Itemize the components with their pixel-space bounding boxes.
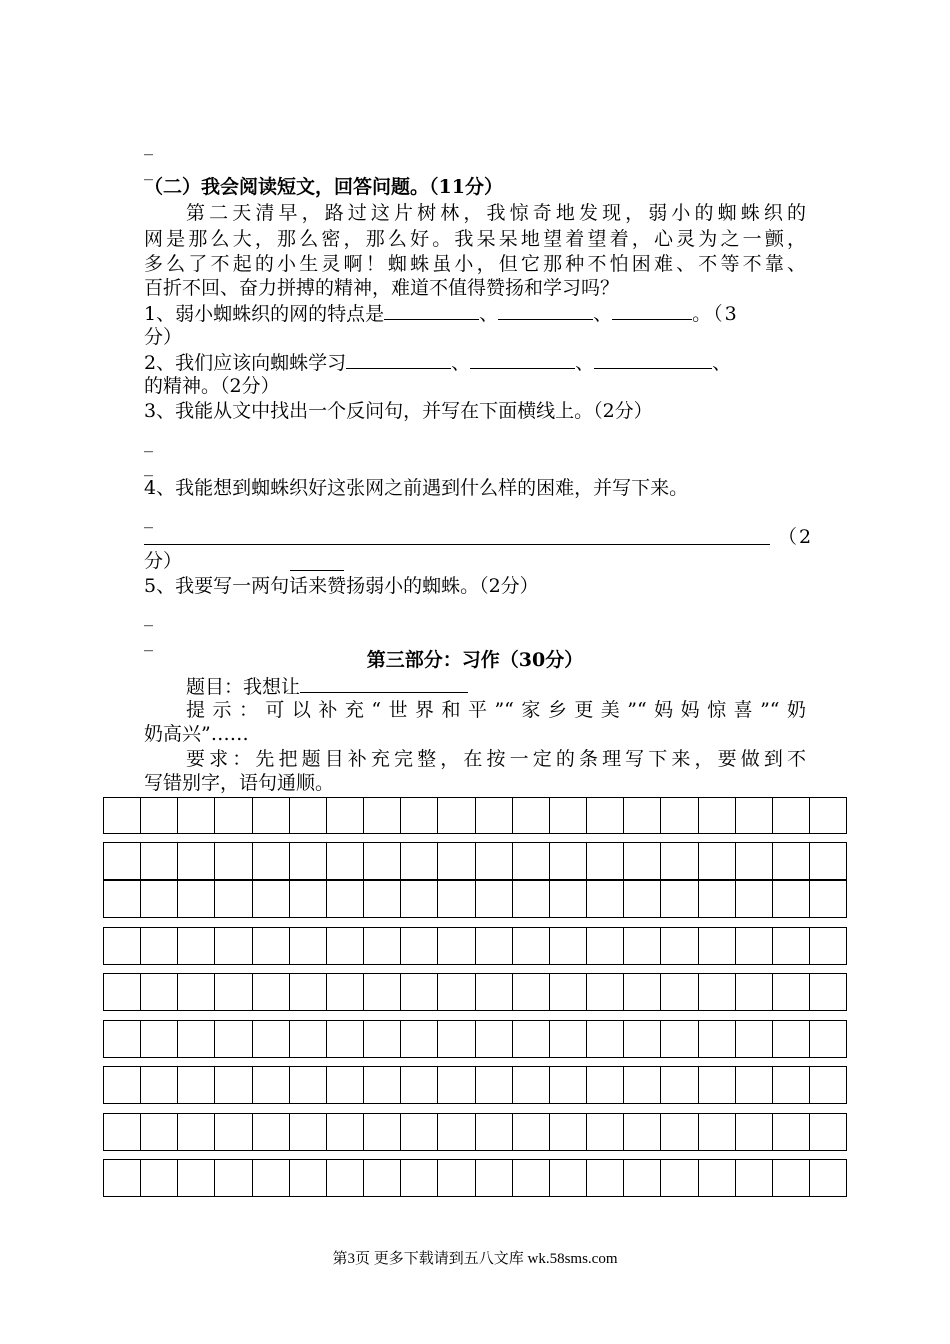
question-1-cont: 分） [144,326,183,348]
grid-cell[interactable] [290,1021,327,1057]
grid-cell[interactable] [364,1067,401,1103]
grid-cell[interactable] [141,1067,178,1103]
grid-cell[interactable] [736,1114,773,1150]
grid-cell[interactable] [178,1114,215,1150]
grid-cell[interactable] [736,974,773,1010]
grid-cell[interactable] [141,843,178,879]
grid-cell[interactable] [215,881,252,917]
grid-cell[interactable] [290,1114,327,1150]
grid-cell[interactable] [810,928,846,964]
grid-cell[interactable] [810,798,846,833]
grid-cell[interactable] [810,974,846,1010]
grid-cell[interactable] [773,1114,810,1150]
grid-cell[interactable] [178,928,215,964]
grid-cell[interactable] [773,1067,810,1103]
grid-cell[interactable] [736,1067,773,1103]
grid-cell[interactable] [736,1021,773,1057]
grid-cell[interactable] [104,1021,141,1057]
grid-cell[interactable] [364,1160,401,1196]
section3-heading: 第三部分：习作（30分） [366,649,584,671]
answer-blank[interactable] [470,350,575,369]
grid-cell[interactable] [401,928,438,964]
grid-cell[interactable] [624,928,661,964]
grid-cell[interactable] [104,974,141,1010]
page-footer: 第3页 更多下载请到五八文库 wk.58sms.com [332,1251,618,1267]
question-1-text: 1、弱小蜘蛛织的网的特点是 [144,303,385,325]
grid-cell[interactable] [253,974,290,1010]
grid-cell[interactable] [587,928,624,964]
grid-cell[interactable] [661,1021,698,1057]
underscore-mark: _ [144,160,153,181]
grid-cell[interactable] [215,974,252,1010]
grid-cell[interactable] [513,843,550,879]
grid-cell[interactable] [773,1160,810,1196]
grid-cell[interactable] [736,843,773,879]
grid-cell[interactable] [476,928,513,964]
grid-cell[interactable] [253,798,290,833]
grid-cell[interactable] [141,1114,178,1150]
grid-cell[interactable] [699,1160,736,1196]
grid-row [103,797,847,834]
requirement-line: 写错别字，语句通顺。 [144,772,335,794]
grid-cell[interactable] [178,1067,215,1103]
grid-cell[interactable] [253,881,290,917]
grid-cell[interactable] [736,1160,773,1196]
grid-cell[interactable] [550,1160,587,1196]
grid-cell[interactable] [810,1021,846,1057]
grid-cell[interactable] [476,974,513,1010]
grid-cell[interactable] [624,1114,661,1150]
grid-cell[interactable] [327,974,364,1010]
grid-cell[interactable] [550,881,587,917]
separator: 、 [479,303,499,325]
grid-cell[interactable] [773,1021,810,1057]
question-4-cont: 分） [144,550,183,572]
title-blank[interactable] [300,674,468,693]
grid-cell[interactable] [141,798,178,833]
grid-cell[interactable] [215,798,252,833]
grid-cell[interactable] [215,928,252,964]
grid-cell[interactable] [550,1067,587,1103]
grid-cell[interactable] [587,1114,624,1150]
separator: 、 [712,352,732,374]
answer-blank[interactable] [498,301,593,320]
grid-cell[interactable] [253,1160,290,1196]
grid-row [103,1066,847,1104]
grid-cell[interactable] [699,881,736,917]
grid-cell[interactable] [513,1067,550,1103]
grid-cell[interactable] [513,798,550,833]
grid-cell[interactable] [401,974,438,1010]
grid-cell[interactable] [476,1021,513,1057]
short-line [290,570,344,571]
grid-cell[interactable] [513,1114,550,1150]
grid-cell[interactable] [104,843,141,879]
hint-line: 提示：可以补充“世界和平”“家乡更美”“妈妈惊喜”“奶 [186,699,806,721]
grid-cell[interactable] [327,1067,364,1103]
grid-cell[interactable] [178,974,215,1010]
separator: 、 [451,352,471,374]
grid-cell[interactable] [624,881,661,917]
grid-cell[interactable] [327,928,364,964]
grid-cell[interactable] [773,928,810,964]
grid-cell[interactable] [215,1114,252,1150]
passage-line: 网是那么大，那么密，那么好。我呆呆地望着望着，心灵为之一颤， [144,228,806,250]
grid-cell[interactable] [253,1067,290,1103]
essay-title-label: 题目：我想让 [186,676,301,698]
question-4-score: （2 [778,526,814,548]
grid-cell[interactable] [290,881,327,917]
grid-cell[interactable] [624,798,661,833]
grid-cell[interactable] [438,881,475,917]
grid-cell[interactable] [513,1160,550,1196]
grid-cell[interactable] [290,928,327,964]
grid-cell[interactable] [661,798,698,833]
question-5: 5、我要写一两句话来赞扬弱小的蜘蛛。（2分） [144,575,539,597]
grid-row [103,1020,847,1058]
grid-cell[interactable] [178,1021,215,1057]
grid-cell[interactable] [773,881,810,917]
grid-cell[interactable] [178,798,215,833]
grid-cell[interactable] [401,1021,438,1057]
grid-cell[interactable] [810,881,846,917]
grid-cell[interactable] [438,843,475,879]
grid-cell[interactable] [661,843,698,879]
grid-cell[interactable] [810,843,846,879]
grid-cell[interactable] [736,881,773,917]
grid-cell[interactable] [253,1021,290,1057]
grid-cell[interactable] [438,1021,475,1057]
grid-cell[interactable] [401,1114,438,1150]
grid-cell[interactable] [587,1160,624,1196]
grid-cell[interactable] [810,1114,846,1150]
grid-cell[interactable] [104,798,141,833]
grid-cell[interactable] [215,843,252,879]
grid-cell[interactable] [253,928,290,964]
grid-cell[interactable] [699,843,736,879]
answer-line[interactable] [144,544,770,545]
grid-cell[interactable] [327,1160,364,1196]
grid-cell[interactable] [661,1160,698,1196]
grid-cell[interactable] [587,974,624,1010]
grid-cell[interactable] [624,1021,661,1057]
grid-cell[interactable] [401,1160,438,1196]
grid-cell[interactable] [327,843,364,879]
underscore-mark: _ [144,631,153,652]
grid-cell[interactable] [290,843,327,879]
grid-cell[interactable] [476,881,513,917]
grid-cell[interactable] [550,1114,587,1150]
grid-cell[interactable] [364,881,401,917]
grid-cell[interactable] [364,843,401,879]
grid-cell[interactable] [401,881,438,917]
grid-cell[interactable] [438,1114,475,1150]
grid-cell[interactable] [178,881,215,917]
grid-cell[interactable] [587,1021,624,1057]
grid-cell[interactable] [513,928,550,964]
grid-cell[interactable] [141,974,178,1010]
passage-line: 百折不回、奋力拼搏的精神，难道不值得赞扬和学习吗？ [144,277,620,299]
grid-cell[interactable] [476,843,513,879]
grid-cell[interactable] [290,1067,327,1103]
grid-row [103,880,847,918]
grid-cell[interactable] [699,974,736,1010]
grid-cell[interactable] [438,974,475,1010]
grid-cell[interactable] [699,1067,736,1103]
grid-cell[interactable] [104,1160,141,1196]
grid-cell[interactable] [624,843,661,879]
grid-cell[interactable] [401,798,438,833]
grid-cell[interactable] [364,798,401,833]
grid-cell[interactable] [513,1021,550,1057]
grid-cell[interactable] [364,1021,401,1057]
answer-blank[interactable] [612,301,692,320]
grid-cell[interactable] [661,1067,698,1103]
grid-cell[interactable] [141,1160,178,1196]
grid-cell[interactable] [215,1021,252,1057]
grid-cell[interactable] [327,798,364,833]
grid-cell[interactable] [550,1021,587,1057]
grid-cell[interactable] [104,1067,141,1103]
grid-row [103,927,847,965]
grid-cell[interactable] [438,798,475,833]
grid-cell[interactable] [661,974,698,1010]
underscore-mark: _ [144,508,153,529]
grid-cell[interactable] [587,1067,624,1103]
grid-cell[interactable] [327,1114,364,1150]
requirement-line: 要求：先把题目补充完整，在按一定的条理写下来，要做到不 [186,748,806,770]
question-2 [144,350,731,375]
grid-row [103,1159,847,1197]
grid-cell[interactable] [624,1067,661,1103]
grid-cell[interactable] [327,1021,364,1057]
grid-cell[interactable] [364,928,401,964]
grid-cell[interactable] [736,798,773,833]
grid-cell[interactable] [364,1114,401,1150]
section2-heading: （二）我会阅读短文，回答问题。（11分） [144,176,503,198]
answer-blank[interactable] [384,301,479,320]
grid-cell[interactable] [773,843,810,879]
grid-cell[interactable] [253,843,290,879]
grid-cell[interactable] [364,974,401,1010]
grid-cell[interactable] [810,1160,846,1196]
grid-cell[interactable] [624,1160,661,1196]
grid-cell[interactable] [438,1067,475,1103]
underscore-mark: _ [144,432,153,453]
grid-cell[interactable] [699,1021,736,1057]
grid-cell[interactable] [476,798,513,833]
grid-cell[interactable] [401,1067,438,1103]
grid-row [103,842,847,880]
question-1 [144,301,739,326]
grid-cell[interactable] [550,798,587,833]
grid-cell[interactable] [290,1160,327,1196]
grid-cell[interactable] [661,881,698,917]
grid-cell[interactable] [215,1160,252,1196]
grid-cell[interactable] [401,843,438,879]
grid-cell[interactable] [550,843,587,879]
hint-line: 奶高兴”…… [144,723,249,745]
separator: 、 [575,352,595,374]
answer-blank[interactable] [346,350,451,369]
grid-cell[interactable] [104,928,141,964]
grid-cell[interactable] [178,843,215,879]
passage-line: 第二天清早，路过这片树林，我惊奇地发现，弱小的蜘蛛织的 [186,202,806,224]
grid-cell[interactable] [104,1114,141,1150]
grid-cell[interactable] [438,928,475,964]
grid-row [103,973,847,1011]
grid-cell[interactable] [661,1114,698,1150]
grid-cell[interactable] [141,928,178,964]
grid-cell[interactable] [699,928,736,964]
grid-cell[interactable] [550,974,587,1010]
question-1-score: 。（3 [692,303,739,325]
grid-cell[interactable] [141,881,178,917]
answer-blank[interactable] [594,350,712,369]
grid-cell[interactable] [215,1067,252,1103]
grid-cell[interactable] [550,928,587,964]
underscore-mark: _ [144,456,153,477]
question-2-text: 2、我们应该向蜘蛛学习 [144,352,347,374]
grid-cell[interactable] [810,1067,846,1103]
grid-cell[interactable] [476,1160,513,1196]
grid-cell[interactable] [587,881,624,917]
passage-line: 多么了不起的小生灵啊！蜘蛛虽小，但它那种不怕困难、不等不靠、 [144,253,806,275]
grid-cell[interactable] [513,974,550,1010]
grid-cell[interactable] [476,1067,513,1103]
grid-cell[interactable] [104,881,141,917]
grid-cell[interactable] [624,974,661,1010]
grid-row [103,1113,847,1151]
separator: 、 [593,303,613,325]
question-2-cont: 的精神。（2分） [144,375,280,397]
grid-cell[interactable] [253,1114,290,1150]
underscore-mark: _ [144,135,153,156]
question-3: 3、我能从文中找出一个反问句，并写在下面横线上。（2分） [144,400,653,422]
underscore-mark: _ [144,606,153,627]
grid-cell[interactable] [773,974,810,1010]
grid-cell[interactable] [699,1114,736,1150]
grid-cell[interactable] [327,881,364,917]
grid-cell[interactable] [290,798,327,833]
grid-cell[interactable] [587,798,624,833]
grid-cell[interactable] [290,974,327,1010]
grid-cell[interactable] [699,798,736,833]
grid-cell[interactable] [773,798,810,833]
grid-cell[interactable] [476,1114,513,1150]
grid-cell[interactable] [141,1021,178,1057]
essay-title [186,674,468,699]
grid-cell[interactable] [736,928,773,964]
grid-cell[interactable] [178,1160,215,1196]
grid-cell[interactable] [513,881,550,917]
grid-cell[interactable] [438,1160,475,1196]
grid-cell[interactable] [587,843,624,879]
question-4: 4、我能想到蜘蛛织好这张网之前遇到什么样的困难，并写下来。 [144,477,689,499]
grid-cell[interactable] [661,928,698,964]
